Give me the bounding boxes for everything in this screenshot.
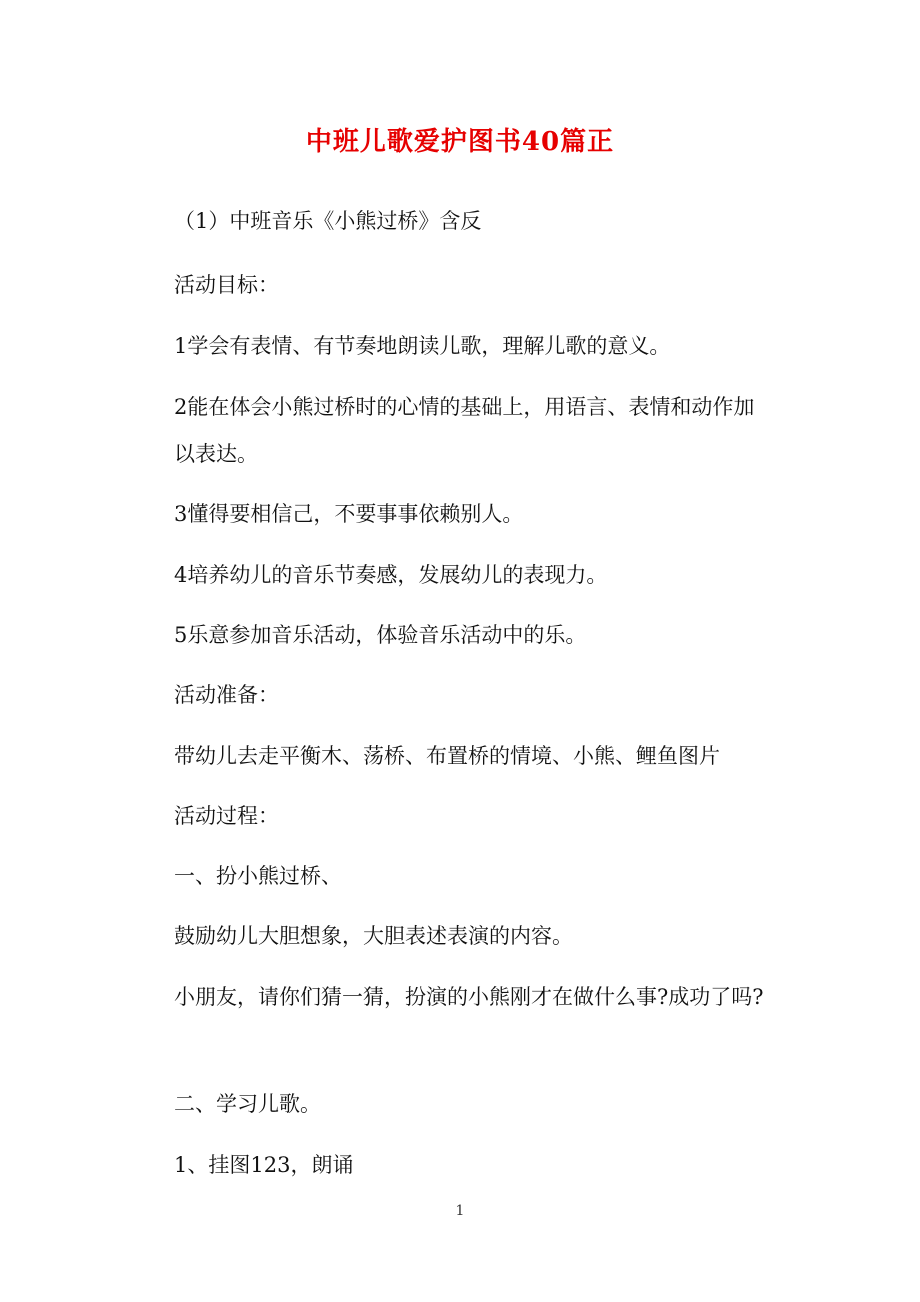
paragraph-preparation-heading: 活动准备： [174,683,279,707]
paragraph-goal-5: 5乐意参加音乐活动，体验音乐活动中的乐。 [174,623,587,647]
document-title: 中班儿歌爱护图书40篇正 [305,127,615,157]
paragraph-step-2: 二、学习儿歌。 [174,1092,321,1116]
paragraph-step-1-detail: 鼓励幼儿大胆想象，大胆表述表演的内容。 [174,924,573,948]
paragraph-step-1-question: 小朋友，请你们猜一猜，扮演的小熊刚才在做什么事?成功了吗? [174,985,764,1009]
paragraph-goal-3: 3懂得要相信己，不要事事依赖别人。 [174,502,524,526]
paragraph-step-2-item-1: 1、挂图123，朗诵 [174,1153,354,1177]
paragraph-step-1: 一、扮小熊过桥、 [174,864,342,888]
paragraph-goal-1: 1学会有表情、有节奏地朗读儿歌，理解儿歌的意义。 [174,334,671,358]
paragraph-section-heading: （1）中班音乐《小熊过桥》含反 [174,209,482,233]
page-number: 1 [455,1203,465,1219]
paragraph-goal-2: 2能在体会小熊过桥时的心情的基础上，用语言、表情和动作加以表达。 [174,395,755,466]
paragraph-process-heading: 活动过程： [174,804,279,828]
paragraph-goal-4: 4培养幼儿的音乐节奏感，发展幼儿的表现力。 [174,563,608,587]
paragraph-preparation: 带幼儿去走平衡木、荡桥、布置桥的情境、小熊、鲤鱼图片 [174,744,720,768]
paragraph-goals-heading: 活动目标： [174,273,279,297]
